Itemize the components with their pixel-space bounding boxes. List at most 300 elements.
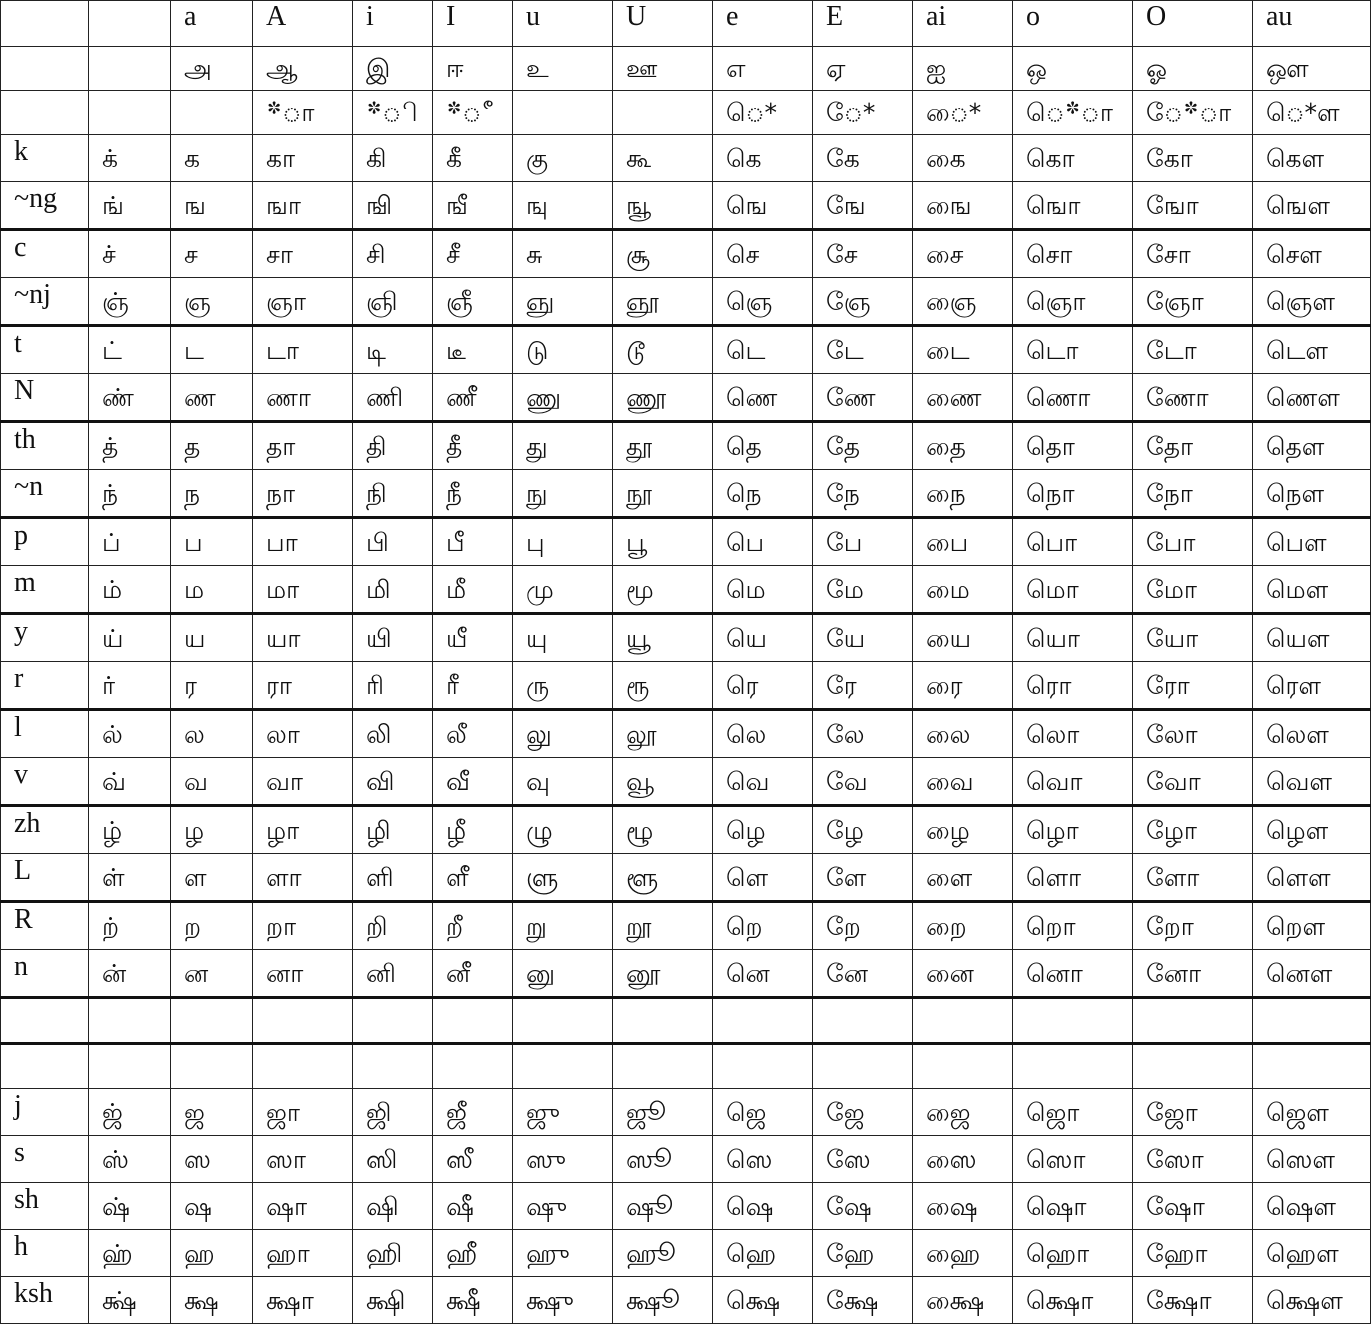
syllable-cell: யோ	[1133, 614, 1253, 662]
syllable-cell: ட	[171, 326, 253, 374]
syllable-cell: நெ	[713, 470, 813, 518]
consonant-label: t	[1, 326, 89, 374]
empty-cell	[1, 91, 89, 135]
syllable-cell: ய	[171, 614, 253, 662]
consonant-label: r	[1, 662, 89, 710]
syllable-cell: றே	[813, 902, 913, 950]
syllable-cell: ஹெ	[713, 1230, 813, 1277]
syllable-cell: லௌ	[1253, 710, 1371, 758]
syllable-cell: ரொ	[1013, 662, 1133, 710]
syllable-cell: து	[513, 422, 613, 470]
consonant-label: l	[1, 710, 89, 758]
empty-cell	[89, 998, 171, 1044]
syllable-cell: நொ	[1013, 470, 1133, 518]
syllable-cell: ஙீ	[433, 182, 513, 230]
vowel-letter-cell: ஆ	[253, 47, 353, 91]
syllable-cell: ஜா	[253, 1089, 353, 1136]
syllable-cell: ர	[171, 662, 253, 710]
vowel-header-cell: o	[1013, 1, 1133, 47]
syllable-cell: தா	[253, 422, 353, 470]
vowel-sign-cell: ை*	[913, 91, 1013, 135]
vowel-sign-cell	[171, 91, 253, 135]
syllable-cell: ஹு	[513, 1230, 613, 1277]
corner-cell	[89, 1, 171, 47]
syllable-cell: ஸா	[253, 1136, 353, 1183]
syllable-cell: ண்	[89, 374, 171, 422]
syllable-cell: ட்	[89, 326, 171, 374]
syllable-cell: பை	[913, 518, 1013, 566]
syllable-cell: ன	[171, 950, 253, 998]
syllable-cell: க்ஷே	[813, 1277, 913, 1324]
empty-cell	[89, 91, 171, 135]
syllable-cell: ள்	[89, 854, 171, 902]
syllable-cell: தௌ	[1253, 422, 1371, 470]
consonant-row	[1, 662, 1371, 710]
syllable-cell: னொ	[1013, 950, 1133, 998]
syllable-cell: ஸோ	[1133, 1136, 1253, 1183]
syllable-cell: னூ	[613, 950, 713, 998]
grantha-row	[1, 1136, 1371, 1183]
vowel-letter-cell: ஊ	[613, 47, 713, 91]
empty-cell	[913, 1044, 1013, 1089]
consonant-row	[1, 758, 1371, 806]
syllable-cell: றோ	[1133, 902, 1253, 950]
syllable-cell: வே	[813, 758, 913, 806]
syllable-cell: மா	[253, 566, 353, 614]
syllable-cell: மை	[913, 566, 1013, 614]
syllable-cell: ழை	[913, 806, 1013, 854]
syllable-cell: ஞா	[253, 278, 353, 326]
syllable-cell: லு	[513, 710, 613, 758]
vowel-letter-row	[1, 47, 1371, 91]
syllable-cell: ரு	[513, 662, 613, 710]
syllable-cell: ணூ	[613, 374, 713, 422]
syllable-cell: பி	[353, 518, 433, 566]
syllable-cell: ஙு	[513, 182, 613, 230]
consonant-row	[1, 470, 1371, 518]
syllable-cell: ஹி	[353, 1230, 433, 1277]
syllable-cell: பா	[253, 518, 353, 566]
syllable-cell: ஹ்	[89, 1230, 171, 1277]
consonant-label: ~n	[1, 470, 89, 518]
syllable-cell: க்ஷு	[513, 1277, 613, 1324]
syllable-cell: ங	[171, 182, 253, 230]
syllable-cell: நீ	[433, 470, 513, 518]
syllable-cell: கௌ	[1253, 135, 1371, 182]
consonant-row	[1, 950, 1371, 998]
syllable-cell: வீ	[433, 758, 513, 806]
syllable-cell: க்ஷ்	[89, 1277, 171, 1324]
syllable-cell: ஜௌ	[1253, 1089, 1371, 1136]
consonant-label: th	[1, 422, 89, 470]
syllable-cell: மோ	[1133, 566, 1253, 614]
syllable-cell: ஹ	[171, 1230, 253, 1277]
syllable-cell: ரி	[353, 662, 433, 710]
syllable-cell: ஜெ	[713, 1089, 813, 1136]
syllable-cell: நா	[253, 470, 353, 518]
syllable-cell: ம்	[89, 566, 171, 614]
consonant-label: N	[1, 374, 89, 422]
consonant-label: zh	[1, 806, 89, 854]
syllable-cell: ஙோ	[1133, 182, 1253, 230]
syllable-cell: யௌ	[1253, 614, 1371, 662]
syllable-cell: டெ	[713, 326, 813, 374]
syllable-cell: ஙா	[253, 182, 353, 230]
syllable-cell: மொ	[1013, 566, 1133, 614]
syllable-cell: றா	[253, 902, 353, 950]
consonant-row	[1, 902, 1371, 950]
syllable-cell: யு	[513, 614, 613, 662]
empty-cell	[1133, 1044, 1253, 1089]
syllable-cell: ணே	[813, 374, 913, 422]
syllable-cell: வை	[913, 758, 1013, 806]
syllable-cell: ணௌ	[1253, 374, 1371, 422]
syllable-cell: நௌ	[1253, 470, 1371, 518]
vowel-letter-cell: இ	[353, 47, 433, 91]
syllable-cell: ணொ	[1013, 374, 1133, 422]
syllable-cell: ஸூ	[613, 1136, 713, 1183]
syllable-cell: ழே	[813, 806, 913, 854]
syllable-cell: ஷே	[813, 1183, 913, 1230]
syllable-cell: ஹா	[253, 1230, 353, 1277]
syllable-cell: றி	[353, 902, 433, 950]
consonant-label: sh	[1, 1183, 89, 1230]
empty-cell	[613, 998, 713, 1044]
syllable-cell: சா	[253, 230, 353, 278]
empty-cell	[353, 998, 433, 1044]
syllable-cell: ழூ	[613, 806, 713, 854]
syllable-cell: லெ	[713, 710, 813, 758]
vowel-header-cell: e	[713, 1, 813, 47]
syllable-cell: னு	[513, 950, 613, 998]
syllable-cell: ரெ	[713, 662, 813, 710]
consonant-label: R	[1, 902, 89, 950]
syllable-cell: கி	[353, 135, 433, 182]
consonant-label: ~nj	[1, 278, 89, 326]
syllable-cell: ச்	[89, 230, 171, 278]
vowel-header-row	[1, 1, 1371, 47]
empty-cell	[713, 1044, 813, 1089]
syllable-cell: னௌ	[1253, 950, 1371, 998]
syllable-cell: ஷோ	[1133, 1183, 1253, 1230]
empty-cell	[713, 998, 813, 1044]
syllable-cell: போ	[1133, 518, 1253, 566]
empty-cell	[1013, 1044, 1133, 1089]
vowel-header-cell: au	[1253, 1, 1371, 47]
syllable-cell: தி	[353, 422, 433, 470]
syllable-cell: ஞி	[353, 278, 433, 326]
syllable-cell: ஜே	[813, 1089, 913, 1136]
syllable-cell: லீ	[433, 710, 513, 758]
syllable-cell: டை	[913, 326, 1013, 374]
syllable-cell: பே	[813, 518, 913, 566]
vowel-header-cell: I	[433, 1, 513, 47]
syllable-cell: ஸொ	[1013, 1136, 1133, 1183]
syllable-cell: யா	[253, 614, 353, 662]
syllable-cell: ஹை	[913, 1230, 1013, 1277]
syllable-cell: செ	[713, 230, 813, 278]
syllable-cell: க்ஷீ	[433, 1277, 513, 1324]
syllable-cell: க்ஷை	[913, 1277, 1013, 1324]
syllable-cell: னோ	[1133, 950, 1253, 998]
syllable-cell: க்ஷெ	[713, 1277, 813, 1324]
syllable-cell: ஷௌ	[1253, 1183, 1371, 1230]
vowel-sign-cell: ெ*ா	[1013, 91, 1133, 135]
empty-cell	[913, 998, 1013, 1044]
empty-cell	[1, 998, 89, 1044]
syllable-cell: பெ	[713, 518, 813, 566]
blank-row	[1, 1044, 1371, 1089]
vowel-letter-cell: ஈ	[433, 47, 513, 91]
syllable-cell: கா	[253, 135, 353, 182]
syllable-cell: ஷ	[171, 1183, 253, 1230]
syllable-cell: யே	[813, 614, 913, 662]
empty-cell	[171, 1044, 253, 1089]
syllable-cell: ஞ்	[89, 278, 171, 326]
vowel-sign-cell	[613, 91, 713, 135]
syllable-cell: ஜீ	[433, 1089, 513, 1136]
syllable-cell: ஷி	[353, 1183, 433, 1230]
syllable-cell: கீ	[433, 135, 513, 182]
syllable-cell: ஜ	[171, 1089, 253, 1136]
syllable-cell: ஙெ	[713, 182, 813, 230]
syllable-cell: சி	[353, 230, 433, 278]
syllable-cell: க்ஷி	[353, 1277, 433, 1324]
empty-cell	[253, 998, 353, 1044]
syllable-cell: மு	[513, 566, 613, 614]
syllable-cell: சௌ	[1253, 230, 1371, 278]
syllable-cell: நே	[813, 470, 913, 518]
syllable-cell: மி	[353, 566, 433, 614]
consonant-row	[1, 278, 1371, 326]
syllable-cell: தொ	[1013, 422, 1133, 470]
syllable-cell: ல்	[89, 710, 171, 758]
syllable-cell: லூ	[613, 710, 713, 758]
syllable-cell: ஜி	[353, 1089, 433, 1136]
syllable-cell: னே	[813, 950, 913, 998]
vowel-header-cell: u	[513, 1, 613, 47]
syllable-cell: கோ	[1133, 135, 1253, 182]
syllable-cell: க்ஷொ	[1013, 1277, 1133, 1324]
empty-cell	[433, 1044, 513, 1089]
syllable-cell: ணை	[913, 374, 1013, 422]
vowel-letter-cell: ஔ	[1253, 47, 1371, 91]
syllable-cell: ஜு	[513, 1089, 613, 1136]
syllable-cell: ஷீ	[433, 1183, 513, 1230]
vowel-header-cell: A	[253, 1, 353, 47]
syllable-cell: சூ	[613, 230, 713, 278]
syllable-cell: த	[171, 422, 253, 470]
syllable-cell: வ்	[89, 758, 171, 806]
syllable-cell: டா	[253, 326, 353, 374]
vowel-header-cell: i	[353, 1, 433, 47]
syllable-cell: க்ஷௌ	[1253, 1277, 1371, 1324]
syllable-cell: மீ	[433, 566, 513, 614]
syllable-cell: ளோ	[1133, 854, 1253, 902]
consonant-label: j	[1, 1089, 89, 1136]
syllable-cell: பு	[513, 518, 613, 566]
syllable-cell: யி	[353, 614, 433, 662]
syllable-cell: வெ	[713, 758, 813, 806]
consonant-row	[1, 566, 1371, 614]
syllable-cell: ளௌ	[1253, 854, 1371, 902]
consonant-row	[1, 614, 1371, 662]
syllable-cell: த்	[89, 422, 171, 470]
syllable-cell: ளு	[513, 854, 613, 902]
syllable-cell: றீ	[433, 902, 513, 950]
syllable-cell: நோ	[1133, 470, 1253, 518]
consonant-label: y	[1, 614, 89, 662]
empty-cell	[1253, 1044, 1371, 1089]
syllable-cell: நை	[913, 470, 1013, 518]
syllable-cell: ஷு	[513, 1183, 613, 1230]
syllable-cell: ஞை	[913, 278, 1013, 326]
syllable-cell: ல	[171, 710, 253, 758]
syllable-cell: ஞு	[513, 278, 613, 326]
syllable-cell: சொ	[1013, 230, 1133, 278]
consonant-label: m	[1, 566, 89, 614]
syllable-cell: னா	[253, 950, 353, 998]
consonant-label: h	[1, 1230, 89, 1277]
syllable-cell: க்ஷூ	[613, 1277, 713, 1324]
syllable-cell: ளொ	[1013, 854, 1133, 902]
consonant-label: s	[1, 1136, 89, 1183]
empty-cell	[171, 998, 253, 1044]
consonant-label: ~ng	[1, 182, 89, 230]
syllable-cell: வொ	[1013, 758, 1133, 806]
syllable-cell: ஞே	[813, 278, 913, 326]
syllable-cell: வ	[171, 758, 253, 806]
syllable-cell: லி	[353, 710, 433, 758]
syllable-cell: தை	[913, 422, 1013, 470]
syllable-cell: வௌ	[1253, 758, 1371, 806]
empty-cell	[513, 1044, 613, 1089]
syllable-cell: ஹொ	[1013, 1230, 1133, 1277]
syllable-cell: ஜோ	[1133, 1089, 1253, 1136]
blank-row	[1, 998, 1371, 1044]
consonant-row	[1, 806, 1371, 854]
syllable-cell: தெ	[713, 422, 813, 470]
syllable-cell: ச	[171, 230, 253, 278]
empty-cell	[1, 1044, 89, 1089]
syllable-cell: லா	[253, 710, 353, 758]
syllable-cell: ழெ	[713, 806, 813, 854]
syllable-cell: டௌ	[1253, 326, 1371, 374]
syllable-cell: ழௌ	[1253, 806, 1371, 854]
consonant-row	[1, 374, 1371, 422]
syllable-cell: ரா	[253, 662, 353, 710]
syllable-cell: னி	[353, 950, 433, 998]
consonant-label: L	[1, 854, 89, 902]
syllable-cell: யூ	[613, 614, 713, 662]
consonant-row	[1, 182, 1371, 230]
syllable-cell: ஞெ	[713, 278, 813, 326]
syllable-cell: ற்	[89, 902, 171, 950]
grantha-row	[1, 1183, 1371, 1230]
vowel-sign-cell	[513, 91, 613, 135]
vowel-sign-cell: ெ*ள	[1253, 91, 1371, 135]
syllable-cell: ரே	[813, 662, 913, 710]
syllable-cell: டீ	[433, 326, 513, 374]
syllable-cell: பௌ	[1253, 518, 1371, 566]
syllable-cell: சீ	[433, 230, 513, 278]
syllable-cell: ற	[171, 902, 253, 950]
syllable-cell: ஸெ	[713, 1136, 813, 1183]
consonant-row	[1, 230, 1371, 278]
corner-cell	[1, 1, 89, 47]
syllable-cell: ழா	[253, 806, 353, 854]
syllable-cell: லை	[913, 710, 1013, 758]
vowel-letter-cell: அ	[171, 47, 253, 91]
syllable-cell: ஞூ	[613, 278, 713, 326]
syllable-cell: நூ	[613, 470, 713, 518]
empty-cell	[1013, 998, 1133, 1044]
syllable-cell: ஜை	[913, 1089, 1013, 1136]
empty-cell	[813, 1044, 913, 1089]
syllable-cell: டோ	[1133, 326, 1253, 374]
syllable-cell: ஹோ	[1133, 1230, 1253, 1277]
vowel-sign-row	[1, 91, 1371, 135]
syllable-cell: ணெ	[713, 374, 813, 422]
syllable-cell: ஸ	[171, 1136, 253, 1183]
syllable-cell: வூ	[613, 758, 713, 806]
syllable-cell: ன்	[89, 950, 171, 998]
syllable-cell: ளை	[913, 854, 1013, 902]
grantha-row	[1, 1230, 1371, 1277]
syllable-cell: றூ	[613, 902, 713, 950]
consonant-row	[1, 422, 1371, 470]
syllable-cell: ழ்	[89, 806, 171, 854]
syllable-cell: ரௌ	[1253, 662, 1371, 710]
syllable-cell: று	[513, 902, 613, 950]
empty-cell	[1, 47, 89, 91]
table-body	[1, 1, 1371, 1324]
syllable-cell: க்ஷோ	[1133, 1277, 1253, 1324]
vowel-header-cell: O	[1133, 1, 1253, 47]
vowel-header-cell: a	[171, 1, 253, 47]
syllable-cell: ஞோ	[1133, 278, 1253, 326]
syllable-cell: ஜ்	[89, 1089, 171, 1136]
empty-cell	[813, 998, 913, 1044]
syllable-cell: ணோ	[1133, 374, 1253, 422]
syllable-cell: ம	[171, 566, 253, 614]
syllable-cell: ஸ்	[89, 1136, 171, 1183]
syllable-cell: ண	[171, 374, 253, 422]
syllable-cell: னை	[913, 950, 1013, 998]
vowel-sign-cell: ே*ா	[1133, 91, 1253, 135]
syllable-cell: னெ	[713, 950, 813, 998]
syllable-cell: ரூ	[613, 662, 713, 710]
empty-cell	[513, 998, 613, 1044]
vowel-sign-cell: *ி	[353, 91, 433, 135]
syllable-cell: டொ	[1013, 326, 1133, 374]
syllable-cell: ழி	[353, 806, 433, 854]
syllable-cell: வு	[513, 758, 613, 806]
syllable-cell: யொ	[1013, 614, 1133, 662]
empty-cell	[253, 1044, 353, 1089]
syllable-cell: மௌ	[1253, 566, 1371, 614]
syllable-cell: ஹீ	[433, 1230, 513, 1277]
syllable-cell: நு	[513, 470, 613, 518]
syllable-cell: ழீ	[433, 806, 513, 854]
syllable-cell: ங்	[89, 182, 171, 230]
syllable-cell: ரோ	[1133, 662, 1253, 710]
syllable-cell: கூ	[613, 135, 713, 182]
syllable-cell: றௌ	[1253, 902, 1371, 950]
syllable-cell: டே	[813, 326, 913, 374]
vowel-sign-cell: *ீ	[433, 91, 513, 135]
syllable-cell: யெ	[713, 614, 813, 662]
